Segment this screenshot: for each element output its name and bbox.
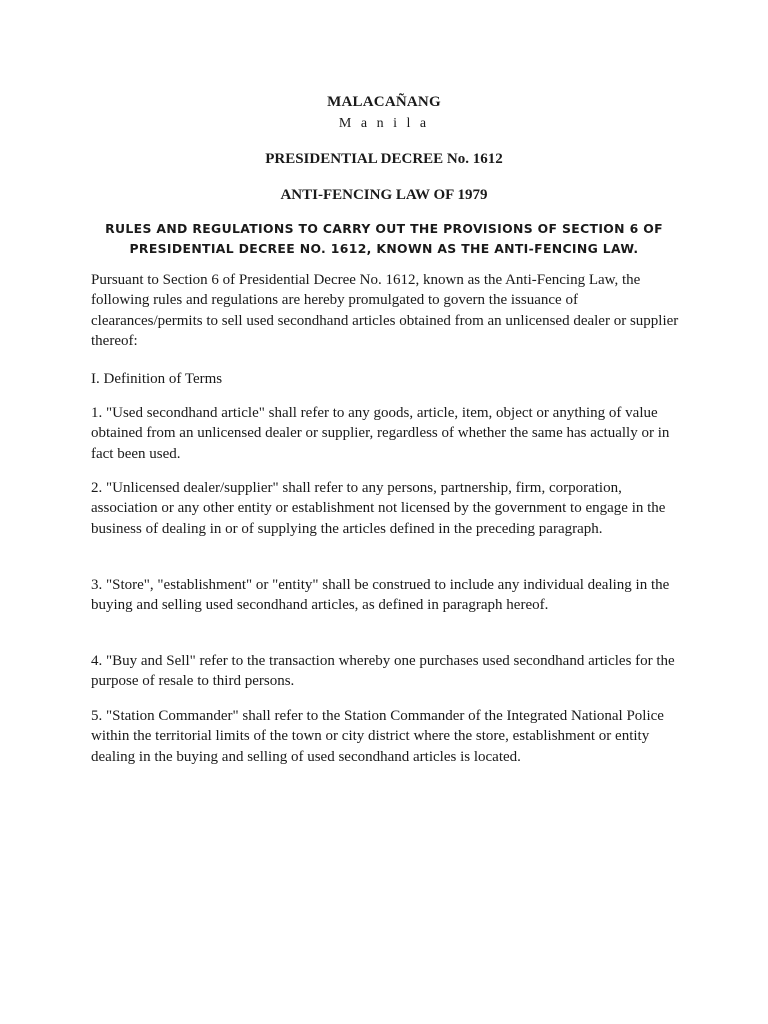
intro-paragraph: Pursuant to Section 6 of Presidential Decree No. 1612, known as the Anti-Fencing Law, the following rules and regulations are hereby promulgated to govern the issuance of clearances/permits to sell used secondhand articles obtained from an unlicensed dealer or supplier thereof:: [91, 272, 679, 349]
office-heading: MALACAÑANG: [327, 94, 441, 110]
rules-title: RULES AND REGULATIONS TO CARRY OUT THE PROVISIONS OF SECTION 6 OF PRESIDENTIAL DECREE NO. 1612, KNOWN AS THE ANTI-FENCING LAW.: [105, 221, 663, 256]
definition-paragraph-4: 4. "Buy and Sell" refer to the transaction whereby one purchases used secondhand articles for the purpose of resale to third persons.: [91, 653, 675, 690]
definition-paragraph-2: 2. "Unlicensed dealer/supplier" shall refer to any persons, partnership, firm, corporation, association or any other entity or establishment not licensed by the government to engage in the business of dealing in or of supplying the articles defined in the preceding paragraph.: [91, 480, 666, 537]
law-title: ANTI-FENCING LAW OF 1979: [280, 187, 488, 203]
definition-paragraph-5: 5. "Station Commander" shall refer to the Station Commander of the Integrated National Police within the territorial limits of the town or city district where the store, establishment or entity dealing in the buying and selling of used secondhand articles is located.: [91, 708, 664, 765]
section-heading: I. Definition of Terms: [91, 371, 223, 387]
decree-title: PRESIDENTIAL DECREE No. 1612: [265, 151, 503, 167]
city-subheading: M a n i l a: [338, 116, 430, 131]
definition-paragraph-3: 3. "Store", "establishment" or "entity" shall be construed to include any individual dealing in the buying and selling used secondhand articles, as defined in paragraph hereof.: [91, 577, 670, 614]
definition-paragraph-1: 1. "Used secondhand article" shall refer to any goods, article, item, object or anything of value obtained from an unlicensed dealer or supplier, regardless of whether the same has actually or in fact been used.: [91, 405, 670, 462]
